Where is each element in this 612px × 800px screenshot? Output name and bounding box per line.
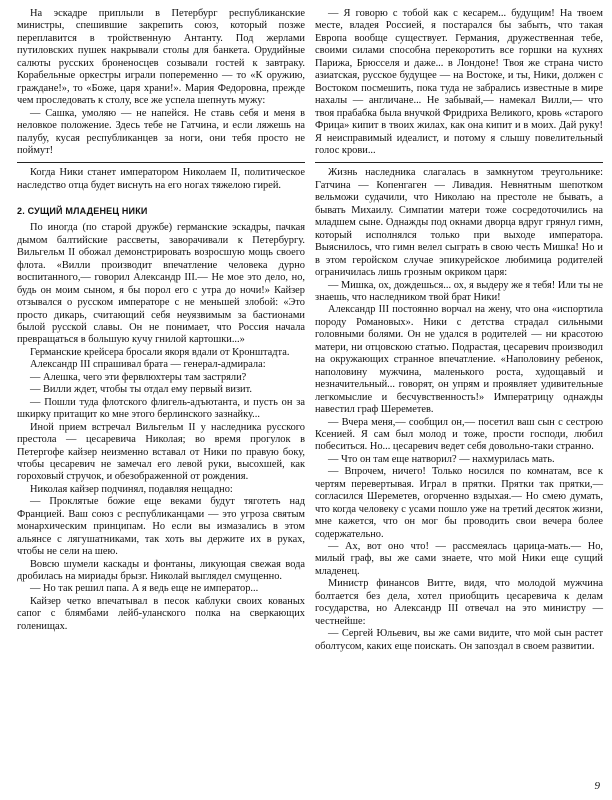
paragraph: — Ах, вот оно что! — рассмеялась царица-мать.— Но, милый граф, вы же сами знаете, что мой Ники еще сущий младенец. [315,541,603,577]
paragraph: Иной прием встречал Вильгельм II у наследника русского престола — цесаревича Николая; во время прогулок в Петергофе кайзер неизменно вставал от Ники по правую боку, чтобы цесаревич не замечал его левой руки, высохшей, как гороховый стручок, и обезображенной от рождения. [17,421,305,483]
section-heading: 2. СУЩИЙ МЛАДЕНЕЦ НИКИ [17,206,148,217]
paragraph: Александр III постоянно ворчал на жену, что она «испортила породу Романовых». Ники с детства страдал сильными головными болями. Он не удался в родителей — ни красотою матери, ни отцовскою статью. Подрастая, цесаревич производил на окружающих странное впечатление. «Наполовину ребенок, наполовину мужчина, маленького роста, худощавый и незначительный... говорят, он упрям и проявляет удивительные легкомыслие и бесчувственность!» Императрицу однажды навестил граф Шереметев. [315,304,603,416]
paragraph: Николая кайзер подчинял, подавляя нещадно: [30,483,233,495]
paragraph: Кайзер четко впечатывал в песок каблуки своих кованых сапог с блямбами лейб-уланского полка на сверкающих голенищах. [17,595,305,632]
paragraph: На эскадре приплыли в Петербург республиканские министры, спешившие закрепить союз, который позже переплавится в тройственную Антанту. Под жерлами путиловских пушек накрывали столы для банкета. Орудийные салюты русских броненосцев созывали гостей к завтраку. Корабельные оркестры играли попеременно — то «К оружию, граждане!», то «Боже, царя храни!». Мария Федоровна, прежде чем проследовать к столу, все же успела шепнуть мужу: [17,8,305,107]
paragraph: — Я говорю с тобой как с кесарем... будущим! На твоем месте, владея Россией, я постарался бы забыть, что такая Европа вообще существует. Германия, дружественная тебе, своими силами способна перекоротить все горшки на кухнях Парижа, Брюсселя и даже... в Лондоне! Твоя же страна чисто азиатская, русское будущее — на Востоке, и ты, Ники, должен с Востоком посмешить, пока туда не забрались известные в мире нахалы — англичане... Не забывай,— намекал Вилли,— что твоя прабабка была внучкой Фридриха Великого, кровь «старого Фрица» кипит в твоих жилах, как она кипит и в моих. Дай руку! Я неисправимый идеалист, и потому я слышу повелительный голос крови... [315,8,603,156]
paragraph: Когда Ники станет императором Николаем II, политическое наследство отца будет виснуть на его ногах тяжелою гирей. [17,167,305,191]
paragraph: — Впрочем, ничего! Только носился по комнатам, все к чертям перевертывая. Играл в прятки. Прятки так прятки,— согласился Шереметев, огорченно вздыхая.— Но смею думать, что когда человеку с усами пошло уже на третий десяток жизни, мне кажется, что он мог бы проводить свои вечера более содержательно. [315,466,603,540]
paragraph: По иногда (по старой дружбе) германские эскадры, пачкая дымом балтийские рассветы, заворачивали к Петербургу. Вильгельм II обожал демонстрировать возросшую мощь своего флота. «Вилли производит впечатление человека дурно воспитанного,— говорил Александр III.— Не мое это дело, но, будь он моим сыном, я бы порол его с утра до ночи!» Кайзер отзывался о русском императоре с не меньшей злобой: «Это просто дикарь, считающий себя неуязвимым за бастионами былой русской славы. Он не понимает, что Россия начала превращаться в большую кучу гнилой картошки...» [17,222,305,346]
right-column [315,8,603,653]
paragraph: Вовсю шумели каскады и фонтаны, ликующая свежая вода дробилась на мириады брызг. Николай выглядел смущенно. [17,558,305,583]
paragraph: — Проклятые божие еще веками будут тяготеть над Францией. Ваш союз с республиканцами — это угроза святым монархическим принципам. Но если вы измазались в этом альянсе с лягушатниками, так хоть вы держите их в руках, чтобы не сели на шею. [17,496,305,558]
paragraph: — Но так решил папа. А я ведь еще не император... [30,583,259,595]
paragraph: — Сергей Юльевич, вы же сами видите, что мой сын растет оболтусом, каких еще поискать. Он запоздал в своем развитии. [315,628,603,652]
paragraph: — Пошли туда флотского флигель-адъютанта, и пусть он за шкирку притащит ко мне этого берлинского зазнайку... [17,396,305,421]
paragraph: — Мишка, ох, дождешься... ох, я выдеру же я тебя! Или ты не знаешь, что наследником твой брат Ники! [315,279,603,303]
paragraph: — Сашка, умоляю — не напейся. Не ставь себя и меня в неловкое положение. Здесь тебе не Гатчина, и если ляжешь на палубу, кусая республиканцев за ноги, они тебя просто не поймут! [17,107,305,156]
paragraph: Александр III спрашивал брата — генерал-адмирала: [30,359,266,371]
paragraph: Германские крейсера бросали якоря вдали от Кронштадта. [30,346,290,358]
page-number: 9 [594,780,600,792]
paragraph: Жизнь наследника слагалась в замкнутом треугольнике: Гатчина — Копенгаген — Ливадия. Невнятным шепотком вельможи судачили, что Николаю на престоле не бывать, а бывать Михаилу. Симпатии матери тоже сосредоточились на младшем сыне. Однажды под окнами дворца вдруг грянул гимн, который исполнялся только при выходе императора. Выяснилось, что гимн велел сыграть в свою честь Мишка! Но и в этом геройском случае эпикурейское любимица родителей ограничилась лишь грозным окриком царя: [315,167,603,279]
left-column [17,8,305,633]
section-divider [315,162,603,163]
paragraph: — Вчера меня,— сообщил он,— посетил ваш сын с сестрою Ксенией. Я сам был молод и тоже, прости господи, любил побеситься. Но... цесаревич ведет себя довольно-таки странно. [315,416,603,453]
paragraph: Министр финансов Витте, видя, что молодой мужчина болтается без дела, хотел приобщить цесаревича к делам государства, но Александр III отвечал на это министру — честнейше: [315,578,603,627]
paragraph: — Вилли ждет, чтобы ты отдал ему первый визит. [30,384,252,396]
section-divider [17,162,305,163]
paragraph: — Алешка, чего эти фервлюхтеры там застряли? [30,371,247,383]
paragraph: — Что он там еще натворил? — нахмурилась мать. [328,453,555,465]
